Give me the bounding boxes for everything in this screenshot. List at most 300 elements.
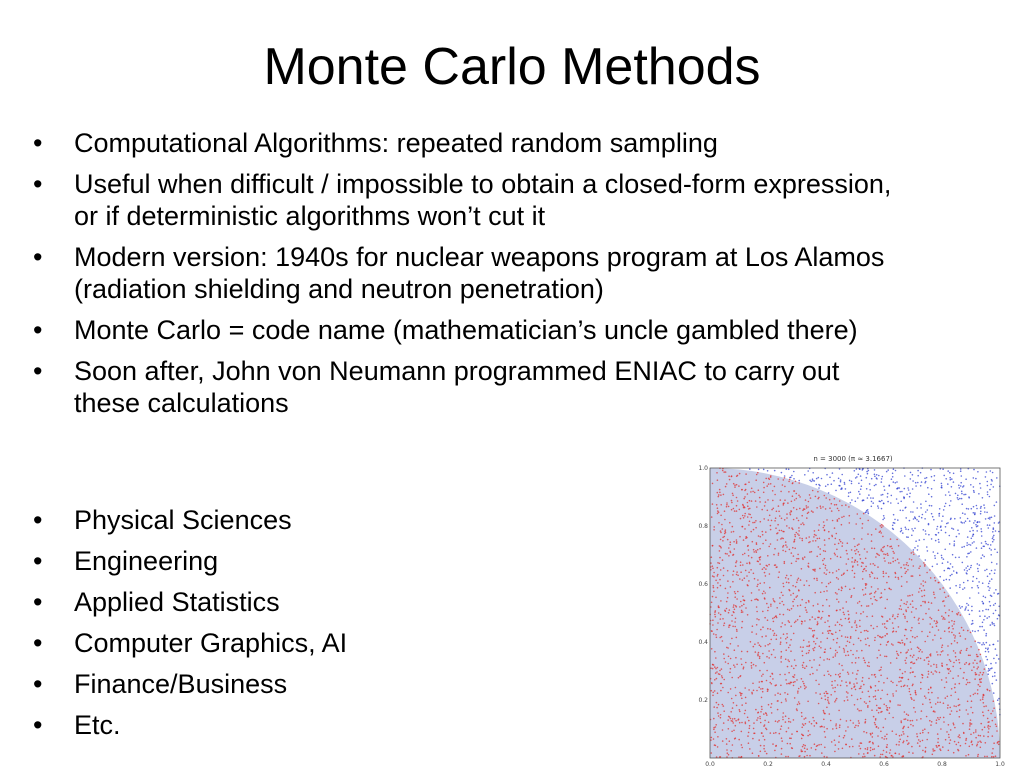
point-inside: [733, 554, 735, 556]
point-inside: [875, 591, 877, 593]
point-inside: [752, 541, 754, 543]
point-inside: [762, 626, 764, 628]
point-inside: [860, 632, 862, 634]
point-inside: [806, 505, 808, 507]
point-inside: [960, 745, 962, 747]
point-inside: [816, 745, 818, 747]
point-inside: [748, 572, 750, 574]
point-inside: [771, 712, 773, 714]
point-inside: [733, 570, 735, 572]
y-tick-label: 0.6: [698, 581, 708, 588]
point-inside: [716, 504, 718, 506]
point-outside: [867, 473, 869, 475]
point-inside: [890, 589, 892, 591]
point-inside: [803, 662, 805, 664]
point-outside: [974, 520, 976, 522]
point-inside: [915, 694, 917, 696]
point-inside: [835, 538, 837, 540]
point-inside: [718, 612, 720, 614]
point-inside: [742, 621, 744, 623]
point-inside: [940, 638, 942, 640]
point-inside: [715, 668, 717, 670]
point-outside: [997, 699, 999, 701]
point-inside: [770, 639, 772, 641]
point-inside: [720, 756, 722, 758]
point-inside: [785, 541, 787, 543]
point-inside: [913, 707, 915, 709]
point-inside: [769, 682, 771, 684]
point-inside: [882, 536, 884, 538]
point-outside: [996, 654, 998, 656]
point-inside: [883, 750, 885, 752]
point-inside: [740, 658, 742, 660]
point-inside: [912, 551, 914, 553]
point-inside: [763, 745, 765, 747]
point-inside: [870, 625, 872, 627]
point-inside: [921, 710, 923, 712]
point-outside: [909, 493, 911, 495]
point-inside: [936, 620, 938, 622]
point-inside: [732, 526, 734, 528]
point-outside: [962, 512, 964, 514]
point-outside: [952, 554, 954, 556]
point-inside: [907, 736, 909, 738]
point-inside: [789, 609, 791, 611]
point-inside: [786, 517, 788, 519]
point-inside: [922, 601, 924, 603]
point-inside: [764, 582, 766, 584]
point-inside: [864, 548, 866, 550]
point-inside: [753, 573, 755, 575]
point-inside: [810, 497, 812, 499]
point-inside: [712, 596, 714, 598]
point-inside: [713, 729, 715, 731]
point-outside: [874, 474, 876, 476]
point-outside: [786, 468, 788, 470]
point-inside: [762, 568, 764, 570]
point-inside: [921, 596, 923, 598]
point-outside: [972, 630, 974, 632]
point-inside: [746, 563, 748, 565]
point-inside: [738, 739, 740, 741]
point-inside: [969, 722, 971, 724]
point-inside: [892, 557, 894, 559]
point-outside: [945, 494, 947, 496]
point-outside: [968, 544, 970, 546]
point-inside: [795, 536, 797, 538]
point-inside: [906, 657, 908, 659]
point-inside: [711, 752, 713, 754]
point-outside: [914, 516, 916, 518]
point-inside: [716, 671, 718, 673]
point-inside: [865, 593, 867, 595]
x-tick-label: 0.2: [763, 761, 773, 766]
point-outside: [954, 543, 956, 545]
point-inside: [834, 680, 836, 682]
point-outside: [941, 557, 943, 559]
point-inside: [910, 672, 912, 674]
point-outside: [949, 587, 951, 589]
point-outside: [941, 485, 943, 487]
point-outside: [964, 587, 966, 589]
point-outside: [907, 487, 909, 489]
point-inside: [856, 626, 858, 628]
point-outside: [974, 512, 976, 514]
point-inside: [743, 539, 745, 541]
point-inside: [770, 529, 772, 531]
point-inside: [920, 658, 922, 660]
point-inside: [771, 673, 773, 675]
point-inside: [767, 555, 769, 557]
point-inside: [790, 514, 792, 516]
point-inside: [773, 600, 775, 602]
point-inside: [731, 677, 733, 679]
point-inside: [834, 751, 836, 753]
point-outside: [991, 570, 993, 572]
point-inside: [991, 752, 993, 754]
bullet-dot: •: [33, 356, 43, 386]
point-inside: [897, 704, 899, 706]
point-inside: [747, 735, 749, 737]
point-inside: [747, 505, 749, 507]
point-inside: [834, 554, 836, 556]
point-inside: [739, 676, 741, 678]
point-inside: [929, 617, 931, 619]
point-inside: [812, 673, 814, 675]
point-inside: [834, 701, 836, 703]
point-inside: [939, 588, 941, 590]
point-inside: [977, 755, 979, 757]
point-inside: [965, 743, 967, 745]
point-inside: [865, 644, 867, 646]
point-outside: [905, 528, 907, 530]
point-inside: [735, 695, 737, 697]
point-inside: [919, 565, 921, 567]
point-inside: [712, 585, 714, 587]
point-inside: [781, 601, 783, 603]
application-text: Applied Statistics: [74, 587, 280, 617]
point-inside: [781, 748, 783, 750]
point-inside: [773, 554, 775, 556]
point-inside: [834, 544, 836, 546]
point-inside: [734, 591, 736, 593]
point-inside: [876, 626, 878, 628]
point-inside: [716, 678, 718, 680]
point-inside: [889, 618, 891, 620]
point-inside: [858, 638, 860, 640]
point-inside: [721, 675, 723, 677]
point-inside: [742, 596, 744, 598]
point-inside: [929, 720, 931, 722]
point-inside: [775, 615, 777, 617]
point-inside: [794, 539, 796, 541]
point-inside: [741, 651, 743, 653]
point-inside: [822, 506, 824, 508]
point-outside: [897, 519, 899, 521]
point-inside: [845, 655, 847, 657]
point-inside: [909, 595, 911, 597]
point-inside: [875, 676, 877, 678]
point-inside: [838, 710, 840, 712]
point-outside: [985, 543, 987, 545]
point-inside: [932, 639, 934, 641]
point-inside: [717, 479, 719, 481]
point-outside: [990, 554, 992, 556]
point-inside: [903, 719, 905, 721]
point-inside: [785, 638, 787, 640]
point-inside: [832, 656, 834, 658]
point-inside: [949, 713, 951, 715]
point-inside: [726, 749, 728, 751]
point-inside: [787, 637, 789, 639]
point-inside: [927, 657, 929, 659]
point-inside: [910, 697, 912, 699]
point-inside: [783, 604, 785, 606]
point-inside: [948, 595, 950, 597]
point-inside: [841, 680, 843, 682]
point-outside: [818, 487, 820, 489]
point-outside: [833, 480, 835, 482]
point-inside: [761, 709, 763, 711]
point-inside: [895, 560, 897, 562]
point-inside: [771, 683, 773, 685]
point-inside: [901, 756, 903, 758]
point-inside: [857, 544, 859, 546]
point-inside: [956, 613, 958, 615]
point-inside: [870, 734, 872, 736]
point-inside: [776, 638, 778, 640]
point-inside: [818, 529, 820, 531]
point-inside: [716, 637, 718, 639]
point-outside: [942, 562, 944, 564]
point-inside: [857, 699, 859, 701]
point-inside: [767, 689, 769, 691]
point-inside: [816, 723, 818, 725]
point-outside: [961, 493, 963, 495]
point-inside: [758, 739, 760, 741]
point-outside: [931, 476, 933, 478]
point-inside: [767, 619, 769, 621]
point-inside: [780, 728, 782, 730]
point-inside: [777, 524, 779, 526]
point-inside: [785, 551, 787, 553]
point-outside: [977, 630, 979, 632]
point-outside: [968, 604, 970, 606]
point-outside: [976, 508, 978, 510]
point-inside: [908, 714, 910, 716]
point-outside: [926, 546, 928, 548]
point-outside: [883, 486, 885, 488]
point-inside: [711, 516, 713, 518]
point-inside: [861, 650, 863, 652]
point-inside: [855, 523, 857, 525]
point-outside: [993, 592, 995, 594]
point-inside: [793, 555, 795, 557]
point-inside: [800, 579, 802, 581]
point-inside: [740, 601, 742, 603]
point-inside: [765, 501, 767, 503]
point-inside: [884, 626, 886, 628]
point-inside: [966, 684, 968, 686]
point-inside: [817, 623, 819, 625]
point-inside: [830, 675, 832, 677]
point-inside: [731, 502, 733, 504]
point-outside: [939, 576, 941, 578]
point-outside: [988, 527, 990, 529]
point-inside: [762, 611, 764, 613]
point-inside: [942, 587, 944, 589]
point-inside: [762, 593, 764, 595]
point-outside: [904, 488, 906, 490]
point-inside: [759, 559, 761, 561]
point-inside: [918, 618, 920, 620]
point-inside: [779, 733, 781, 735]
point-inside: [924, 641, 926, 643]
point-inside: [811, 723, 813, 725]
point-inside: [860, 710, 862, 712]
point-outside: [912, 480, 914, 482]
point-inside: [841, 665, 843, 667]
point-inside: [725, 588, 727, 590]
point-outside: [957, 497, 959, 499]
point-inside: [966, 649, 968, 651]
point-inside: [816, 507, 818, 509]
point-inside: [776, 511, 778, 513]
point-inside: [959, 734, 961, 736]
point-inside: [875, 698, 877, 700]
bullet-text: Computational Algorithms: repeated random sampling: [74, 128, 718, 158]
point-inside: [898, 744, 900, 746]
point-inside: [747, 516, 749, 518]
point-inside: [830, 694, 832, 696]
point-inside: [807, 701, 809, 703]
point-outside: [994, 522, 996, 524]
point-inside: [933, 711, 935, 713]
point-inside: [782, 550, 784, 552]
point-inside: [792, 482, 794, 484]
point-inside: [712, 624, 714, 626]
point-inside: [755, 709, 757, 711]
point-inside: [849, 746, 851, 748]
point-inside: [736, 539, 738, 541]
point-outside: [915, 540, 917, 542]
point-inside: [760, 646, 762, 648]
point-inside: [741, 693, 743, 695]
point-inside: [778, 505, 780, 507]
point-inside: [789, 621, 791, 623]
point-inside: [854, 727, 856, 729]
point-outside: [963, 546, 965, 548]
point-outside: [914, 528, 916, 530]
point-outside: [935, 540, 937, 542]
point-outside: [877, 505, 879, 507]
point-outside: [966, 603, 968, 605]
point-inside: [784, 486, 786, 488]
point-outside: [972, 530, 974, 532]
point-outside: [993, 604, 995, 606]
point-outside: [985, 635, 987, 637]
point-inside: [869, 593, 871, 595]
point-inside: [793, 668, 795, 670]
point-inside: [881, 524, 883, 526]
point-inside: [770, 475, 772, 477]
point-outside: [990, 624, 992, 626]
point-inside: [784, 561, 786, 563]
point-inside: [852, 565, 854, 567]
point-inside: [733, 730, 735, 732]
point-inside: [777, 721, 779, 723]
point-inside: [859, 620, 861, 622]
point-inside: [752, 522, 754, 524]
point-inside: [791, 563, 793, 565]
point-outside: [971, 623, 973, 625]
point-inside: [883, 738, 885, 740]
point-inside: [722, 687, 724, 689]
point-inside: [882, 525, 884, 527]
point-inside: [911, 746, 913, 748]
point-inside: [861, 742, 863, 744]
point-inside: [775, 684, 777, 686]
point-inside: [913, 700, 915, 702]
point-inside: [759, 656, 761, 658]
point-inside: [906, 571, 908, 573]
point-inside: [812, 648, 814, 650]
point-inside: [840, 556, 842, 558]
point-inside: [800, 604, 802, 606]
point-inside: [745, 473, 747, 475]
point-outside: [941, 483, 943, 485]
point-inside: [766, 753, 768, 755]
point-inside: [954, 637, 956, 639]
point-outside: [979, 615, 981, 617]
point-inside: [891, 548, 893, 550]
point-inside: [827, 620, 829, 622]
point-inside: [770, 628, 772, 630]
point-inside: [922, 730, 924, 732]
point-inside: [741, 489, 743, 491]
point-inside: [794, 681, 796, 683]
point-inside: [884, 589, 886, 591]
point-inside: [945, 612, 947, 614]
point-inside: [753, 664, 755, 666]
point-inside: [764, 572, 766, 574]
point-inside: [787, 659, 789, 661]
point-inside: [860, 558, 862, 560]
point-inside: [893, 552, 895, 554]
point-outside: [970, 567, 972, 569]
point-inside: [761, 697, 763, 699]
point-inside: [881, 596, 883, 598]
point-inside: [860, 687, 862, 689]
point-inside: [882, 754, 884, 756]
point-inside: [952, 611, 954, 613]
point-inside: [885, 607, 887, 609]
point-outside: [946, 579, 948, 581]
point-outside: [973, 490, 975, 492]
point-inside: [896, 685, 898, 687]
point-outside: [894, 519, 896, 521]
point-inside: [799, 496, 801, 498]
point-inside: [906, 638, 908, 640]
point-inside: [765, 635, 767, 637]
point-inside: [939, 672, 941, 674]
point-outside: [994, 675, 996, 677]
point-inside: [914, 676, 916, 678]
point-inside: [839, 735, 841, 737]
point-inside: [855, 620, 857, 622]
point-inside: [733, 508, 735, 510]
point-inside: [766, 485, 768, 487]
